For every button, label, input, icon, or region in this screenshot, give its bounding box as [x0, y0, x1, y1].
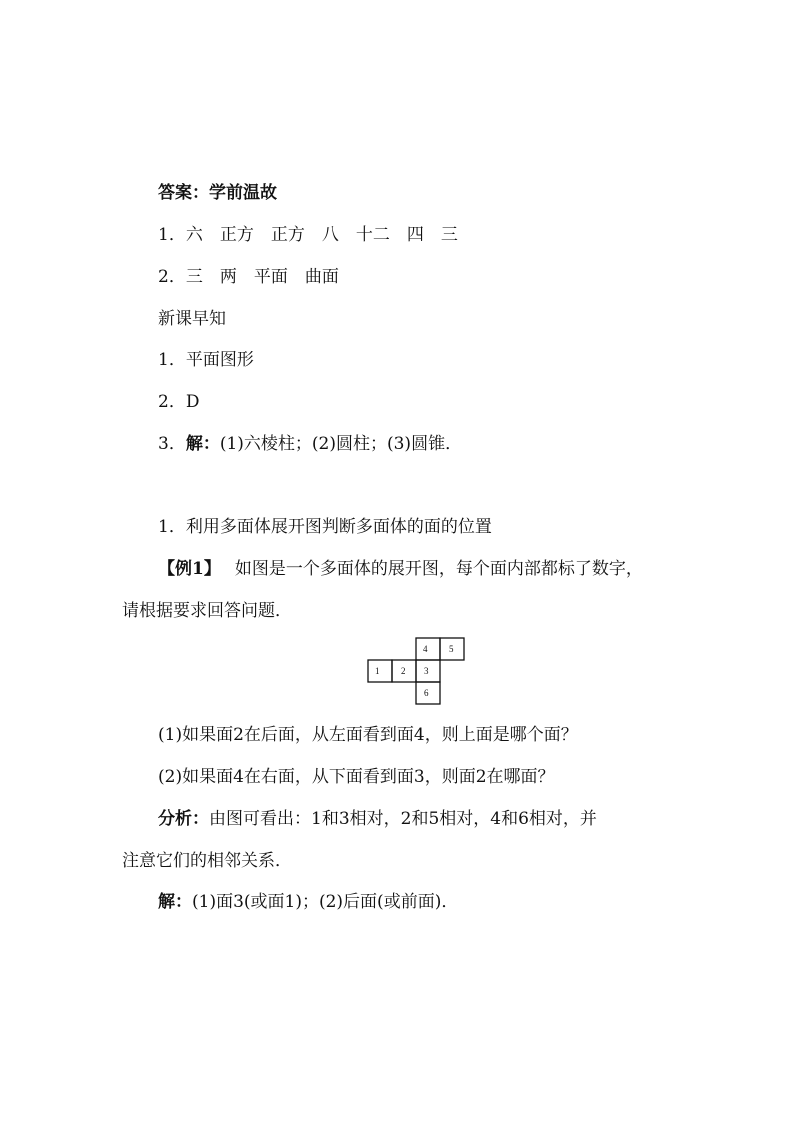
question-2: (2)如果面4在右面，从下面看到面3，则面2在哪面？ — [158, 767, 555, 787]
example-1-tag: 【例1】 — [158, 559, 221, 579]
example-1-text-1: 如图是一个多面体的展开图，每个面内部都标了数字， — [234, 559, 643, 579]
new-lesson-item-1: 1．平面图形 — [158, 350, 254, 370]
net-face-2-label: 2 — [401, 666, 406, 676]
analysis-line-2: 注意它们的相邻关系． — [122, 851, 292, 871]
net-face-5-label: 5 — [449, 644, 454, 654]
net-face-1-box — [368, 660, 392, 682]
item-3-solution-text: (1)六棱柱；(2)圆柱；(3)圆锥． — [219, 434, 463, 454]
topic-1-heading: 1．利用多面体展开图判断多面体的面的位置 — [158, 517, 492, 537]
review-item-1: 1．六 正方 正方 八 十二 四 三 — [158, 225, 458, 245]
net-face-1-label: 1 — [375, 666, 380, 676]
question-1: (1)如果面2在后面，从左面看到面4，则上面是哪个面？ — [158, 725, 578, 745]
net-face-6-box — [416, 682, 440, 704]
new-lesson-heading: 新课早知 — [158, 309, 226, 329]
example-1-line-2: 请根据要求回答问题． — [122, 601, 292, 621]
net-face-6-label: 6 — [424, 688, 429, 698]
analysis-line-1 — [158, 809, 597, 829]
net-outline — [368, 638, 464, 704]
answer-heading: 答案：学前温故 — [158, 183, 277, 203]
net-face-2-box — [392, 660, 416, 682]
net-face-3-box — [416, 660, 440, 682]
solution-label: 解： — [158, 892, 192, 912]
example-1-line-1 — [158, 559, 643, 579]
net-face-4-box — [416, 638, 440, 660]
new-lesson-item-3 — [158, 434, 462, 454]
analysis-text-1: 由图可看出：1和3相对，2和5相对，4和6相对，并 — [209, 809, 597, 829]
solution-text: (1)面3(或面1)；(2)后面(或前面)． — [192, 892, 459, 912]
net-face-3-label: 3 — [424, 666, 429, 676]
net-face-4-label: 4 — [423, 644, 428, 654]
net-face-5-box — [440, 638, 464, 660]
review-item-2: 2．三 两 平面 曲面 — [158, 267, 339, 287]
new-lesson-item-2: 2．D — [158, 392, 200, 412]
solution-line — [158, 892, 458, 912]
item-3-number: 3． — [158, 434, 186, 454]
analysis-label: 分析： — [158, 809, 209, 829]
item-3-solution-label: 解： — [185, 434, 220, 454]
